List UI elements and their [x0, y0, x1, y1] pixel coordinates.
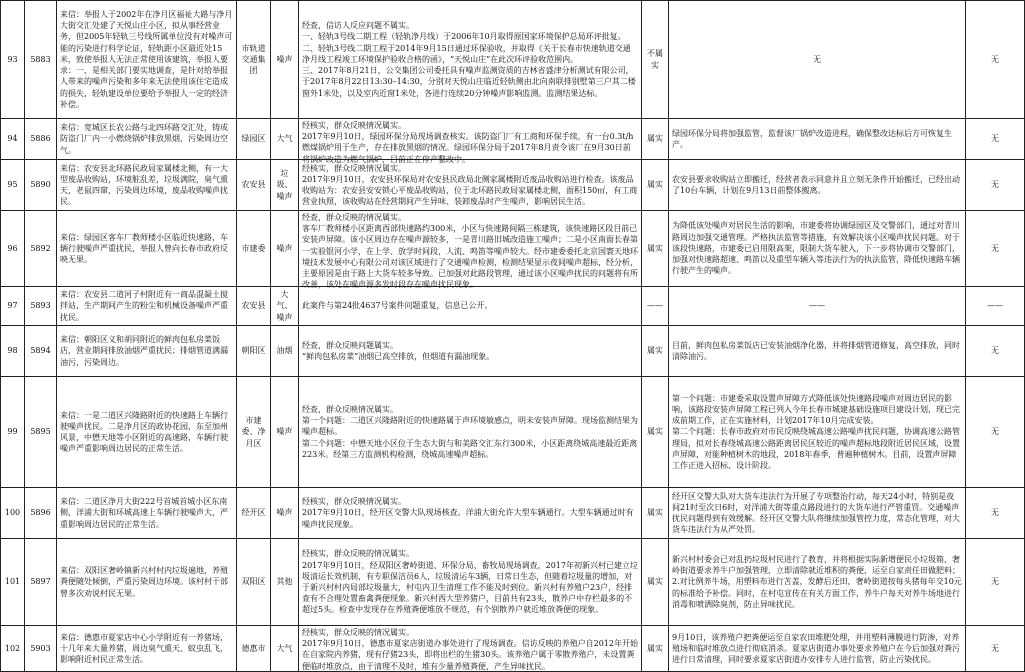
accountability: 无: [966, 539, 1025, 626]
rectification-text: 无: [669, 1, 966, 119]
accountability: 无: [966, 211, 1025, 287]
complaint-text: 来信：宽城区长农公路与北四环路交汇处，铸成防盗门厂内一小燃烧锅炉排放黑烟，污染周边空气。: [57, 119, 237, 160]
investigation-result: 经查，群众反映的情况属实。 客车厂教师楼小区距离西部快速路约300米，小区与快速路间隔三栋建筑，该快速路区段目前已安装声屏障。该小区周边存在噪声源较多，一是青川路旧城改造施工噪声；二是小区南面长春第一实验银河小学，在上学、放学时间段，人流、鸣笛等噪声较大。经市建委委托北京国寰天地环境技术发展中心有限公司对该区域进行了交通噪声检测，检测结果显示夜间噪声超标，经分析，主要原因是由于路上大货车较多导致。已加强对此路段管理，通过该小区噪声扰民的问题将有所改善，该处在噪声源多发时段存在噪声扰民现象。: [299, 211, 642, 287]
responsible-unit: 农安县: [237, 287, 271, 326]
verified-flag: ——: [642, 287, 669, 326]
row-index: 95: [1, 160, 25, 211]
case-number: 5895: [25, 377, 57, 488]
pollution-type: 其他: [271, 539, 299, 626]
accountability: 无: [966, 1, 1025, 119]
accountability: 无: [966, 377, 1025, 488]
rectification-text: 目前，鲜肉包私房菜饭店已安装油烟净化器，并将排烟管道修复，高空排放，同时清除油污。: [669, 326, 966, 377]
complaint-text: 来信：绿园区客车厂教师楼小区临近快速路，车辆行驶噪声严重扰民，举报人曾向长春市政府反映无果。: [57, 211, 237, 287]
case-number: 5892: [25, 211, 57, 287]
table-row: [1, 377, 1025, 488]
verified-flag: 属实: [642, 626, 669, 672]
accountability: 无: [966, 326, 1025, 377]
row-index: 94: [1, 119, 25, 160]
responsible-unit: 德惠市: [237, 626, 271, 672]
accountability: 无: [966, 626, 1025, 672]
rectification-text: 绿园环保分局将加强监管，监督该厂锅炉改造进程，确保整改达标后方可恢复生产。: [669, 119, 966, 160]
investigation-result: 经核实，群众反映的情况属实。 2017年9月10日，经双阳区奢岭街道、环保分局、畜牧局现场调查，2017年初新兴村已建立垃圾清运长效机制，有专职保洁员6人，垃圾清运车3辆，日常日生态，但随着垃圾量的增加，对于新兴村村内局部垃圾量大，村屯内卫生清理工作不能及时到位。新兴村有养殖户23户，经排查有不合理处置畜禽粪便现象。新兴村西大型养猪户，目前共有23头，散养户中存栏最多的不超过5头。检查中发现存在养殖粪便堆放不规范，有个别散养户就近堆放粪便的现象。: [299, 539, 642, 626]
complaint-text: 来信：朝阳区义和胡同附近的鲜肉包私房菜饭店，营业期间排放油烟严重扰民；排烟管道满漏油污，污染周边。: [57, 326, 237, 377]
table-row: [1, 326, 1025, 377]
case-number: 5886: [25, 119, 57, 160]
rectification-text: 农安县要求收购站立即搬迁，经营者表示同意并且立刻无条件开始搬迁，已经出动了10台车辆，计划在9月13日前整体搬离。: [669, 160, 966, 211]
table-row: [1, 626, 1025, 672]
verified-flag: 属实: [642, 119, 669, 160]
complaint-text: 来信：德惠市夏家店中心小学附近有一养猪场，十几年来大量养猪，周边臭气熏天、蚊虫乱飞，影响附近村民正常生活。: [57, 626, 237, 672]
verified-flag: 属实: [642, 539, 669, 626]
responsible-unit: 农安县: [237, 160, 271, 211]
verified-flag: 属实: [642, 326, 669, 377]
investigation-result: 经核实，群众反映情况属实。 2017年9月10日，农安县环保局对农安县民政局北侧家属楼附近废品收购站进行检查。该废品收购站为：农安县安安锁心平废品收购站，位于北环路民政局家属楼北侧，面积150㎡，有工商营业执照，该收购站在经营期间产生异味、装卸废品时产生噪声，影响居民生活。: [299, 160, 642, 211]
accountability: ——: [966, 287, 1025, 326]
table-row: [1, 160, 1025, 211]
responsible-unit: 绿园区: [237, 119, 271, 160]
complaint-text: 来信：二道区净月大街222号首城首城小区东南侧，洋浦大街和环城高速上车辆行驶噪声大，严重影响周边居民的正常生活。: [57, 488, 237, 539]
pollution-type: 大气: [271, 626, 299, 672]
investigation-result: 经核实，群众反映情况属实。 2017年9月10日，经开区交警大队现场核查。洋浦大街允许大型车辆通行。大型车辆通过时有噪声扰民现象。: [299, 488, 642, 539]
row-index: 93: [1, 1, 25, 119]
responsible-unit: 市建委、净月区: [237, 377, 271, 488]
table-row: [1, 119, 1025, 160]
complaint-text: 来信：农安县二道河子村附近有一商品混凝土搅拌站，生产期间产生的粉尘和机械设备噪声严重扰民。: [57, 287, 237, 326]
rectification-text: 为降低该处噪声对居民生活的影响，市建委将协调绿园区及交警部门，通过对青川路周边加强交通管理。严格执法监管等措施，有效解决该小区噪声扰民问题。对于该段快速路，市建委已启用限高架，限制大货车驶入，下一步将协调市交警部门，加强对快速路超速、鸣笛以及重型车辆入等违法行为的执法监管，降低快速路车辆行驶产生的噪声。: [669, 211, 966, 287]
pollution-type: 大气: [271, 119, 299, 160]
table-row: [1, 211, 1025, 287]
pollution-type: 噪声: [271, 1, 299, 119]
table-row: [1, 488, 1025, 539]
case-number: 5893: [25, 287, 57, 326]
table-row: [1, 1, 1025, 119]
case-number: 5896: [25, 488, 57, 539]
verified-flag: 属实: [642, 160, 669, 211]
pollution-type: 油烟: [271, 326, 299, 377]
pollution-type: 噪声: [271, 377, 299, 488]
row-index: 102: [1, 626, 25, 672]
pollution-type: 噪声: [271, 488, 299, 539]
rectification-text: 9月10日，该养殖户把粪便运至自家农田堆肥处理，并用塑料薄膜进行防渗，对养殖场和临时堆放点进行彻底消杀。夏家店街道办事处要求养殖户在今后加强对粪污进行日常清理，同时要求夏家店街道办安排专人进行监管，防止污染扰民。: [669, 626, 966, 672]
case-number: 5894: [25, 326, 57, 377]
row-index: 99: [1, 377, 25, 488]
pollution-type: 垃圾、噪声: [271, 160, 299, 211]
rectification-text: ——: [669, 287, 966, 326]
row-index: 101: [1, 539, 25, 626]
complaint-text: 来信：一是二道区兴隆路附近的快速路上车辆行驶噪声扰民。二是净月区的政协花园，东至加州风景，中懋天地等小区附近的高速路，车辆行驶噪声严重影响周边居民的正常生活。: [57, 377, 237, 488]
responsible-unit: 经开区: [237, 488, 271, 539]
case-number: 5897: [25, 539, 57, 626]
investigation-result: 经核实，群众反映情况属实。 2017年9月10日，绿园环保分局现场调查核实。该防盗门厂有工商和环保手续，有一台0.3t/h燃煤锅炉用于生产，存在排放黑烟的情况。绿园环保分局于2017年8月责令该厂在9月30日前将锅炉改造为燃气锅炉，目前正在停产整改中。: [299, 119, 642, 160]
verified-flag: 属实: [642, 488, 669, 539]
accountability: 无: [966, 119, 1025, 160]
investigation-result: 经查，信访人反应问题不属实。 一、轻轨3号线二期工程（轻轨净月线）于2006年10月取得原国家环境保护总局环评批复。 二、轻轨3号线二期工程于2014年9月15日通过环保验收，并取得《关于长春市快速轨道交通净月线工程竣工环境保护验收合格的函》，“天悦山庄”在此次环评验收范围内。 三、2017年8月21日，公交集团公司委托具有噪声监测资质的吉林省盛津分析测试有限公司，于2017年8月22日13:30–14:30，分别对天悦山庄临近轻轨侧由北向南联排别墅第三户其二楼窗外1米处，以及室内近窗1米处，各进行连续20分钟噪声影响监测。监测结果达标。: [299, 1, 642, 119]
verified-flag: 属实: [642, 377, 669, 488]
responsible-unit: 双阳区: [237, 539, 271, 626]
verified-flag: 属实: [642, 211, 669, 287]
responsible-unit: 市轨道交通集团: [237, 1, 271, 119]
investigation-result: 此案件与第24批4637号案件问题重复，信息已公开。: [299, 287, 642, 326]
investigation-result: 经查，群众反映问题属实。 “鲜肉包私房菜”油烟已高空排放，但烟道有漏油现象。: [299, 326, 642, 377]
complaint-text: 来信：举报人于2002年在净月区福祉大路与净月大街交汇处建了天悦山庄小区，拟从事经营业务，但2005年轻轨三号线所属单位没有对噪声可能的污染进行科学论证，轻轨距小区最近处15米，致使举报人无法正常使用该建筑，举报人要求：一、是相关部门要实地调查，是针对给举报人带来的噪声污染和多年来无法使用该住宅造成的损失，轻轨建设单位要给予举报人一定的经济补偿。: [57, 1, 237, 119]
complaint-text: 来信：双阳区奢岭镇新兴村村内垃圾遍地，养殖粪便随处倾倒，严重污染周边环境。该村村干部曾多次劝说村民无果。: [57, 539, 237, 626]
case-number: 5903: [25, 626, 57, 672]
complaint-text: 来信：农安县北环路民政局家属楼北侧，有一大型废品收购站，环境脏乱差，垃圾满院，臭气熏天，老鼠四窜，污染周边环境，废品收购噪声扰民。: [57, 160, 237, 211]
pollution-type: 大气、噪声: [271, 287, 299, 326]
pollution-type: 噪声: [271, 211, 299, 287]
rectification-text: 第一个问题：市建委采取设置声屏障方式降低该处快速路段噪声对周边居民的影响，该路段安装声屏障工程已列入今年长春市城建基础设施项目建设计划，现已完成前期工作，正在实施材料，计划2017年10月完成安装。 第二个问题：长春市政府对市民反映绕城高速公路噪声扰民问题，协调高速公路管理局，拟对长春绕城高速公路距离居民区较近的噪声超标地段附近居民区域，设置声屏障，对能种植树木的地段，2018年春季，普遍种植树木。目前，设置声屏障工作正进入招标、设计阶段。: [669, 377, 966, 488]
case-number: 5890: [25, 160, 57, 211]
row-index: 98: [1, 326, 25, 377]
accountability: 无: [966, 160, 1025, 211]
rectification-text: 新兴村村委会已对乱扔垃圾村民进行了教育，并将根据实际新增便民小垃圾箱，奢岭街道要求养牛户加强管理，立即清除就近堆积的粪便，运至自家责任田做肥料；2.对比例养牛场，用塑料布进行苫盖，发酵后还田，奢岭街道按每头猪每年交10元的标准给予补偿。同时，在村屯宣传在有关方面工作，养牛户每天对养牛场地进行消毒和喷洒除臭剂，防止异味扰民。: [669, 539, 966, 626]
verified-flag: 不属实: [642, 1, 669, 119]
responsible-unit: 市建委: [237, 211, 271, 287]
case-number: 5883: [25, 1, 57, 119]
investigation-result: 经核实，群众反映的情况属实。 2017年9月10日，德惠市夏家店街道办事处进行了现场调查。信访反映的养殖户自2012年开始在自家院内养猪，现有仔猪23头，即将出栏的生猪30头。该养殖户属于零散养殖户，未设置粪便临时堆放点，由于清理不及时，堆有少量养殖粪便，产生异味扰民。: [299, 626, 642, 672]
responsible-unit: 朝阳区: [237, 326, 271, 377]
rectification-text: 经开区交警大队对大货车违法行为开展了专项整治行动，每天24小时，特别是夜间21时至次日6时，对洋浦大街等重点路段进行的大货车进行严管重罚。交通噪声扰民问题得到有效缓解。经开区交警大队将继续加强管控力度，常态化管理，对大货车违法行为从严处罚。: [669, 488, 966, 539]
investigation-result: 经查，群众反映情况属实。 第一个问题：二道区兴隆路附近的快速路属于声环境敏感点，明未安装声屏障。现场监测结果为噪声超标。 第二个问题：中懋天地小区位于生态大街与和美路交汇东行300米，小区距离绕城高速最近距离223米。经第三方监测机构检测，绕城高速噪声超标。: [299, 377, 642, 488]
table-row: [1, 539, 1025, 626]
row-index: 96: [1, 211, 25, 287]
accountability: 无: [966, 488, 1025, 539]
row-index: 97: [1, 287, 25, 326]
table-row: [1, 287, 1025, 326]
row-index: 100: [1, 488, 25, 539]
